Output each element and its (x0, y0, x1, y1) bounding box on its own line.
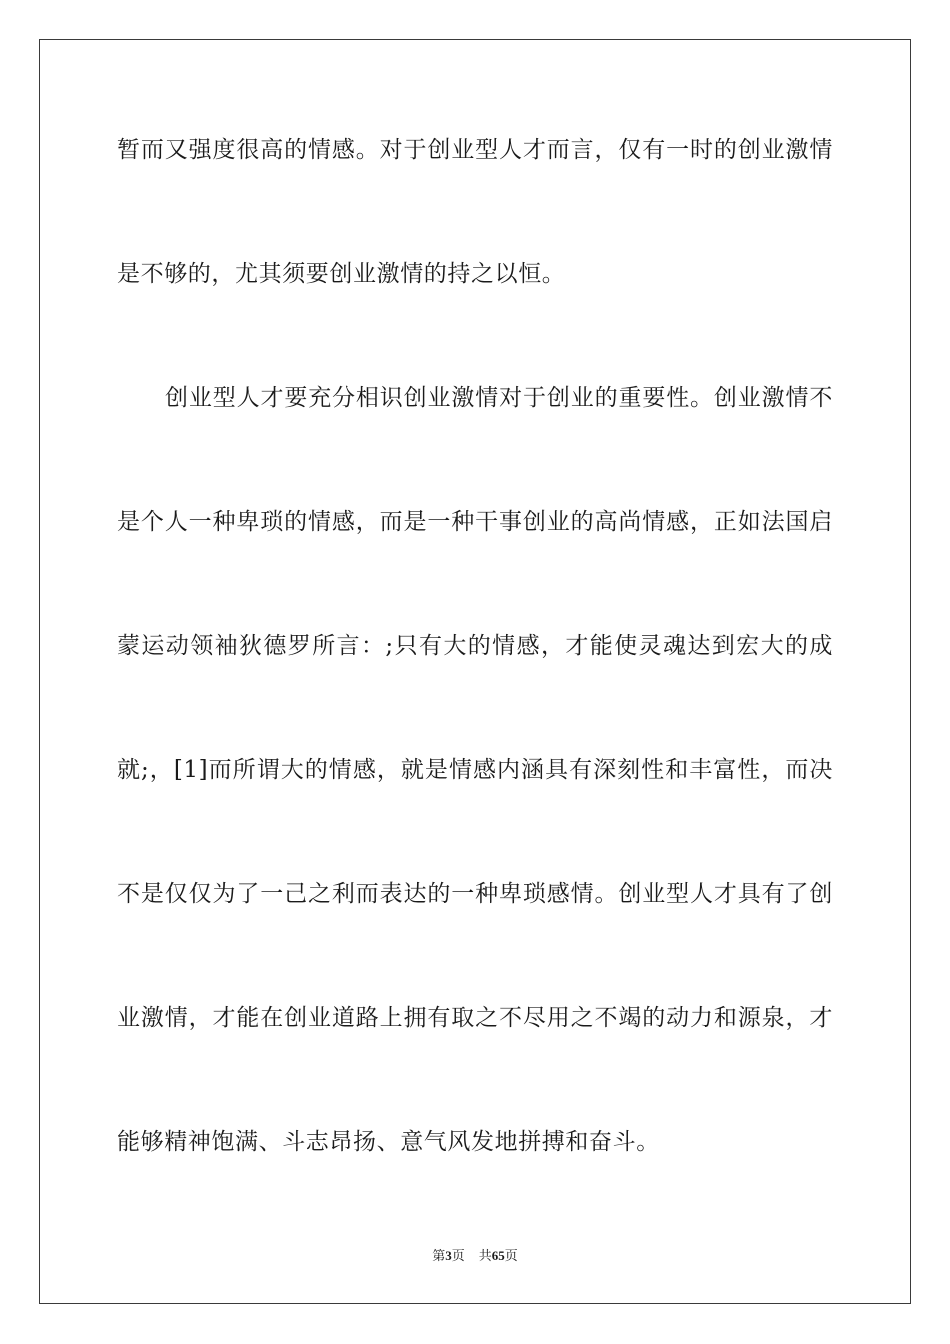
page-suffix: 页 (451, 1248, 465, 1263)
total-pages: 65 (491, 1248, 505, 1263)
text-line: 蒙运动领袖狄德罗所言：;只有大的情感，才能使灵魂达到宏大的成 (117, 633, 833, 659)
page-prefix: 第 (432, 1248, 446, 1263)
text-line: 业激情，才能在创业道路上拥有取之不尽用之不竭的动力和源泉，才 (117, 1005, 833, 1031)
text-line: 不是仅仅为了一己之利而表达的一种卑琐感情。创业型人才具有了创 (117, 881, 833, 907)
text-line: 能够精神饱满、斗志昂扬、意气风发地拼搏和奋斗。 (117, 1129, 660, 1155)
text-line-paragraph-start: 创业型人才要充分相识创业激情对于创业的重要性。创业激情不 (165, 385, 833, 411)
text-line: 是不够的，尤其须要创业激情的持之以恒。 (117, 261, 566, 287)
page-number: 3 (445, 1248, 452, 1263)
text-line: 暂而又强度很高的情感。对于创业型人才而言，仅有一时的创业激情 (117, 137, 833, 163)
page-footer (0, 1247, 950, 1265)
page-border (39, 39, 911, 1304)
total-prefix: 共 (478, 1248, 492, 1263)
total-suffix: 页 (504, 1248, 518, 1263)
text-line: 就;，[1]而所谓大的情感，就是情感内涵具有深刻性和丰富性，而决 (117, 757, 833, 783)
text-line: 是个人一种卑琐的情感，而是一种干事创业的高尚情感，正如法国启 (117, 509, 833, 535)
